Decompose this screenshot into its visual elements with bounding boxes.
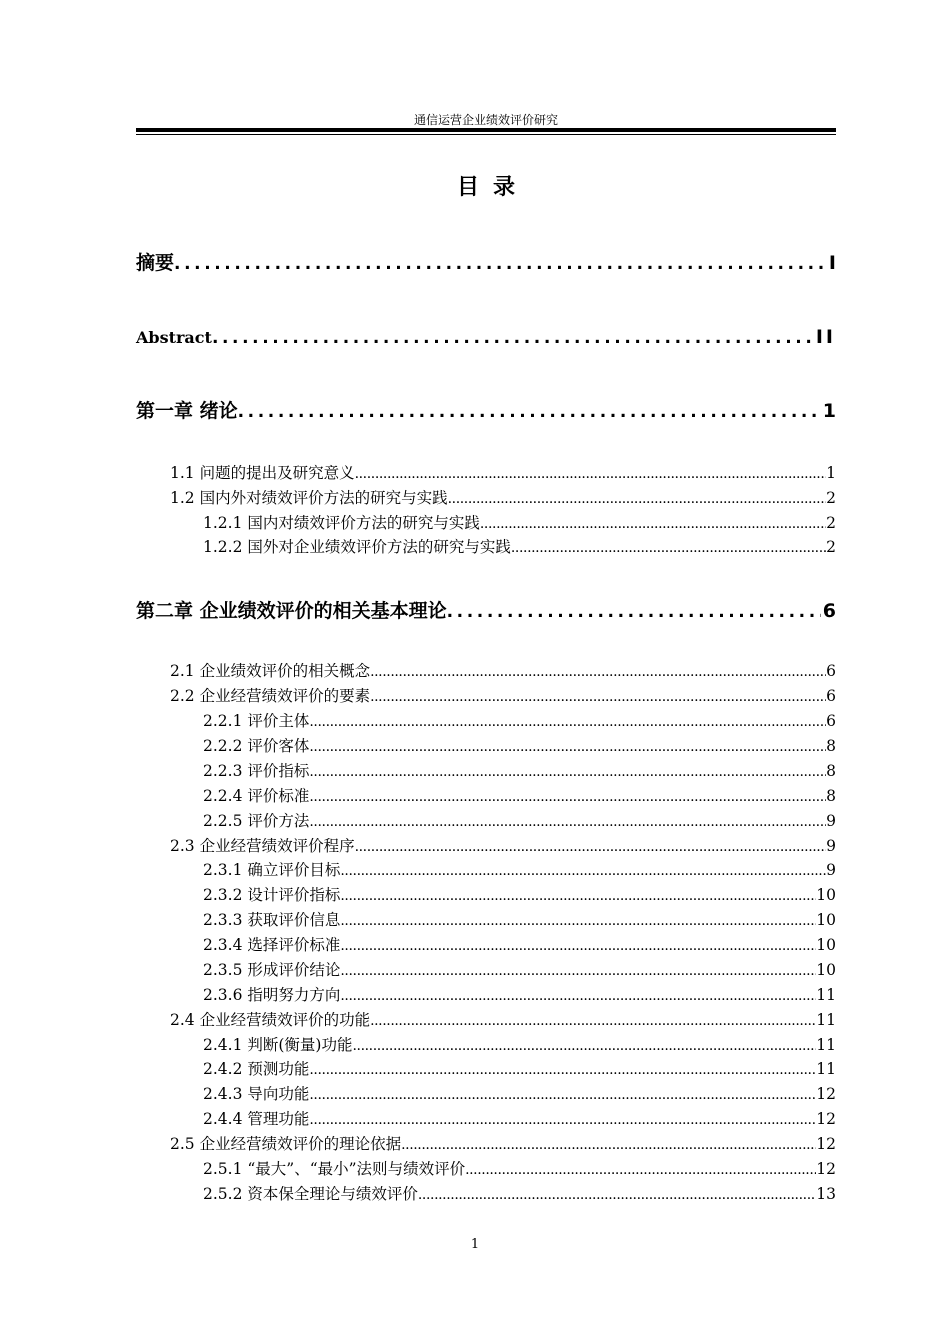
toc-entry-page: 8 bbox=[826, 737, 836, 755]
toc-entry-2-4-1[interactable] bbox=[203, 1033, 836, 1058]
dot-leader bbox=[309, 1108, 816, 1133]
dot-leader bbox=[465, 1158, 816, 1183]
toc-entry-page: 12 bbox=[816, 1160, 836, 1178]
toc-entry-text: 2.3.5 形成评价结论 bbox=[203, 961, 341, 979]
toc-entry-2-3[interactable] bbox=[170, 834, 836, 859]
toc-entry-text: 2.2.2 评价客体 bbox=[203, 737, 310, 755]
toc-entry-text: 1.2.2 国外对企业绩效评价方法的研究与实践 bbox=[203, 538, 511, 556]
toc-entry-text: 第一章 绪论 bbox=[136, 400, 238, 422]
toc-entry-page: 1 bbox=[826, 464, 836, 482]
toc-entry-text: 2.2.1 评价主体 bbox=[203, 712, 310, 730]
toc-entry-text: 2.3.4 选择评价标准 bbox=[203, 936, 341, 954]
dot-leader bbox=[355, 835, 827, 860]
dot-leader bbox=[309, 1058, 816, 1083]
toc-entry-2-2-3[interactable] bbox=[203, 759, 836, 784]
toc-entry-text: 第二章 企业绩效评价的相关基本理论 bbox=[136, 600, 447, 622]
toc-entry-text: 2.4.1 判断(衡量)功能 bbox=[203, 1036, 353, 1054]
dot-leader bbox=[340, 934, 816, 959]
toc-entry-page: 6 bbox=[822, 600, 836, 622]
toc-entry-page: 12 bbox=[816, 1085, 836, 1103]
dot-leader bbox=[370, 660, 826, 685]
toc-entry-text: 2.4.4 管理功能 bbox=[203, 1110, 310, 1128]
toc-entry-2-5-1[interactable] bbox=[203, 1157, 836, 1182]
header-rule-thin bbox=[136, 134, 836, 135]
toc-entry-page: 12 bbox=[816, 1110, 836, 1128]
header-rule-thick bbox=[136, 128, 836, 132]
toc-entry-page: 10 bbox=[816, 911, 836, 929]
toc-entry-text: Abstract bbox=[136, 328, 212, 347]
dot-leader bbox=[418, 1183, 816, 1208]
toc-entry-page: 6 bbox=[826, 662, 836, 680]
toc-entry-2-3-2[interactable] bbox=[203, 883, 836, 908]
toc-entry-2-2-2[interactable] bbox=[203, 734, 836, 759]
toc-entry-1-2[interactable] bbox=[170, 486, 836, 511]
toc-entry-page: II bbox=[815, 326, 836, 348]
toc-entry-page: 11 bbox=[816, 1011, 836, 1029]
dot-leader bbox=[309, 735, 826, 760]
toc-entry-text: 1.2 国内外对绩效评价方法的研究与实践 bbox=[170, 489, 448, 507]
dot-leader bbox=[309, 760, 826, 785]
toc-entry-text: 2.2.5 评价方法 bbox=[203, 812, 310, 830]
toc-entry-abstract-en[interactable] bbox=[136, 322, 836, 352]
toc-entry-text: 2.3.1 确立评价目标 bbox=[203, 861, 341, 879]
toc-entry-2-4-4[interactable] bbox=[203, 1107, 836, 1132]
toc-entry-page: 9 bbox=[826, 861, 836, 879]
toc-entry-text: 2.1 企业绩效评价的相关概念 bbox=[170, 662, 371, 680]
toc-entry-page: 2 bbox=[826, 538, 836, 556]
toc-entry-text: 2.5.2 资本保全理论与绩效评价 bbox=[203, 1185, 418, 1203]
toc-entry-2-4-3[interactable] bbox=[203, 1082, 836, 1107]
dot-leader bbox=[309, 1083, 816, 1108]
dot-leader bbox=[370, 685, 826, 710]
toc-entry-text: 2.3 企业经营绩效评价程序 bbox=[170, 837, 355, 855]
toc-entry-2-5-2[interactable] bbox=[203, 1182, 836, 1207]
toc-entry-2-2-4[interactable] bbox=[203, 784, 836, 809]
toc-entry-2-2[interactable] bbox=[170, 684, 836, 709]
toc-entry-page: 1 bbox=[822, 400, 836, 422]
dot-leader bbox=[174, 249, 827, 279]
toc-entry-text: 1.1 问题的提出及研究意义 bbox=[170, 464, 355, 482]
toc-entry-page: 13 bbox=[816, 1185, 836, 1203]
dot-leader bbox=[212, 323, 814, 353]
toc-entry-text: 2.2.3 评价指标 bbox=[203, 762, 310, 780]
toc-entry-2-2-5[interactable] bbox=[203, 809, 836, 834]
toc-entry-abstract-cn[interactable] bbox=[136, 248, 836, 278]
dot-leader bbox=[355, 462, 827, 487]
toc-entry-page: 8 bbox=[826, 787, 836, 805]
dot-leader bbox=[401, 1133, 816, 1158]
dot-leader bbox=[309, 785, 826, 810]
dot-leader bbox=[309, 710, 826, 735]
dot-leader bbox=[309, 810, 826, 835]
toc-entry-2-3-3[interactable] bbox=[203, 908, 836, 933]
toc-entry-1-2-2[interactable] bbox=[203, 535, 836, 560]
toc-entry-text: 2.3.2 设计评价指标 bbox=[203, 886, 341, 904]
toc-entry-page: I bbox=[828, 252, 836, 274]
toc-entry-text: 摘要 bbox=[136, 252, 175, 274]
dot-leader bbox=[480, 512, 826, 537]
toc-entry-text: 2.3.6 指明努力方向 bbox=[203, 986, 341, 1004]
toc-entry-2-5[interactable] bbox=[170, 1132, 836, 1157]
toc-entry-text: 2.4 企业经营绩效评价的功能 bbox=[170, 1011, 371, 1029]
toc-entry-text: 2.5 企业经营绩效评价的理论依据 bbox=[170, 1135, 402, 1153]
toc-entry-page: 6 bbox=[826, 712, 836, 730]
toc-entry-2-4-2[interactable] bbox=[203, 1057, 836, 1082]
toc-entry-chapter-1[interactable] bbox=[136, 396, 836, 426]
toc-entry-page: 10 bbox=[816, 961, 836, 979]
toc-entry-1-2-1[interactable] bbox=[203, 511, 836, 536]
toc-entry-2-3-5[interactable] bbox=[203, 958, 836, 983]
running-header: 通信运营企业绩效评价研究 bbox=[413, 113, 558, 127]
toc-entry-page: 11 bbox=[816, 1060, 836, 1078]
toc-entry-page: 8 bbox=[826, 762, 836, 780]
dot-leader bbox=[340, 959, 816, 984]
toc-entry-2-2-1[interactable] bbox=[203, 709, 836, 734]
toc-entry-page: 9 bbox=[826, 837, 836, 855]
toc-entry-2-3-4[interactable] bbox=[203, 933, 836, 958]
page-number: 1 bbox=[470, 1237, 480, 1252]
toc-entry-page: 11 bbox=[816, 986, 836, 1004]
dot-leader bbox=[448, 487, 827, 512]
toc-entry-page: 6 bbox=[826, 687, 836, 705]
dot-leader bbox=[340, 884, 816, 909]
dot-leader bbox=[340, 859, 826, 884]
toc-entry-2-3-1[interactable] bbox=[203, 858, 836, 883]
toc-entry-page: 2 bbox=[826, 514, 836, 532]
toc-entry-text: 2.2.4 评价标准 bbox=[203, 787, 310, 805]
dot-leader bbox=[238, 397, 821, 427]
toc-entry-page: 10 bbox=[816, 886, 836, 904]
toc-entry-text: 2.4.3 导向功能 bbox=[203, 1085, 310, 1103]
toc-entry-2-4[interactable] bbox=[170, 1008, 836, 1033]
toc-entry-page: 10 bbox=[816, 936, 836, 954]
toc-title: 目录 bbox=[456, 175, 529, 200]
dot-leader bbox=[340, 984, 816, 1009]
toc-entry-page: 12 bbox=[816, 1135, 836, 1153]
toc-entry-page: 2 bbox=[826, 489, 836, 507]
toc-entry-2-1[interactable] bbox=[170, 659, 836, 684]
toc-entry-text: 2.2 企业经营绩效评价的要素 bbox=[170, 687, 371, 705]
toc-entry-1-1[interactable] bbox=[170, 461, 836, 486]
toc-entry-chapter-2[interactable] bbox=[136, 596, 836, 626]
toc-entry-2-3-6[interactable] bbox=[203, 983, 836, 1008]
toc-entry-page: 11 bbox=[816, 1036, 836, 1054]
toc-entry-text: 2.3.3 获取评价信息 bbox=[203, 911, 341, 929]
dot-leader bbox=[511, 536, 826, 561]
toc-entry-page: 9 bbox=[826, 812, 836, 830]
dot-leader bbox=[352, 1034, 816, 1059]
toc-entry-text: 2.4.2 预测功能 bbox=[203, 1060, 310, 1078]
dot-leader bbox=[340, 909, 816, 934]
toc-entry-text: 1.2.1 国内对绩效评价方法的研究与实践 bbox=[203, 514, 480, 532]
dot-leader bbox=[447, 597, 821, 627]
dot-leader bbox=[370, 1009, 816, 1034]
toc-entry-text: 2.5.1 “最大”、“最小”法则与绩效评价 bbox=[203, 1160, 466, 1178]
